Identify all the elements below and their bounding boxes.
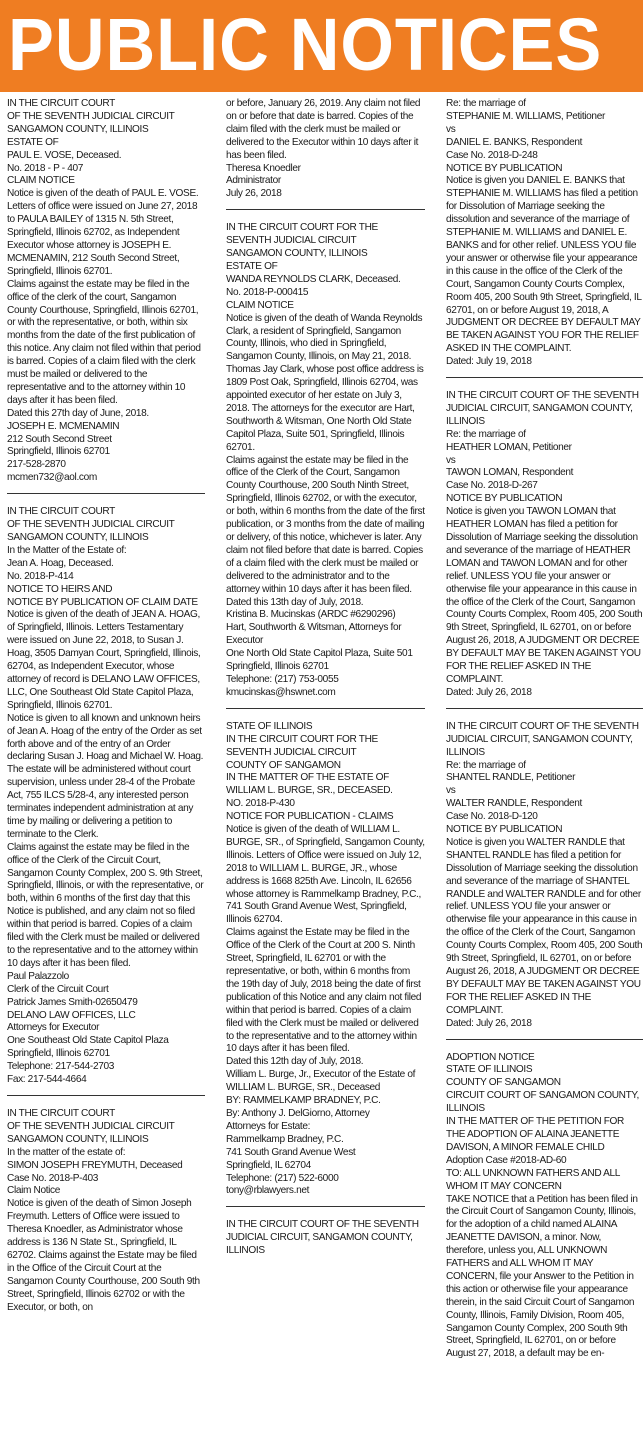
notice-text: STATE OF ILLINOIS IN THE CIRCUIT COURT FOR THE SEVENTH JUDICIAL CIRCUIT COUNTY OF SANGAMON IN THE MATTER OF THE ESTATE OF WILLIAM L. BURGE, SR., DECEASED. NO. 2018-P-430 NOTICE FOR PUBLICATION - CLAIMS Notice is given of the death of WILLIAM L. BURGE, SR., of Springfield, Sangamon County, Illinois. Letters of Office were issued on July 12, 2018 to WILLIAM L. BURGE, JR., whose address is 1668 825th Ave. Lincoln, IL 62656 whose attorney is Rammelkamp Bradney, P.C., 741 South Grand Avenue West, Springfield, Illinois 62704. Claims against the Estate may be filed in the Office of the Clerk of the Court at 200 S. Ninth Street, Springfield, IL 62701 or with the representative, or both, within 6 months from the 19th day of July, 2018 being the date of first publication of this Notice and any claim not filed within that period is barred. Copies of a claim filed with the Clerk must be mailed or delivered to the representative and to the attorney within 10 days after it has been filed. Dated this 12th day of July, 2018. William L. Burge, Jr., Executor of the Estate of WILLIAM L. BURGE, SR., Deceased BY: RAMMELKAMP BRADNEY, P.C. By: Anthony J. DelGiorno, Attorney Attorneys for Estate: Rammelkamp Bradney, P.C. 741 South Grand Avenue West Springfield, IL 62704 Telephone: (217) 522-6000 tony@rblawyers.net: [226, 720, 425, 1197]
notice-text: IN THE CIRCUIT COURT OF THE SEVENTH JUDICIAL CIRCUIT, SANGAMON COUNTY, ILLINOIS Re: the marriage of SHANTEL RANDLE, Petitioner vs WALTER RANDLE, Respondent Case No. 2018-D-120 NOTICE BY PUBLICATION Notice is given you WALTER RANDLE that SHANTEL RANDLE has filed a petition for Dissolution of Marriage seeking the dissolution and severance of the marriage of SHANTEL RANDLE and WALTER RANDLE and for other relief. UNLESS YOU file your answer or otherwise file your appearance in this cause in the office of the Clerk of the Court, Sangamon County Courts Complex, Room 405, 200 South 9th Street, Springfield, IL 62701, on or before August 26, 2018, A JUDGMENT OR DECREE BY DEFAULT MAY BE TAKEN AGAINST YOU FOR THE RELIEF ASKED IN THE COMPLAINT. Dated: July 26, 2018: [446, 720, 643, 1029]
column-3: [446, 98, 643, 1450]
notice-text: or before, January 26, 2019. Any claim not filed on or before that date is barred. Copies of the claim filed with the clerk must be mailed or delivered to the Executor within 10 days after it has been filed. Theresa Knoedler Administrator July 26, 2018: [226, 98, 421, 200]
notice-divider: [446, 708, 643, 709]
notice-text: IN THE CIRCUIT COURT OF THE SEVENTH JUDICIAL CIRCUIT, SANGAMON COUNTY, ILLINOIS Re: the marriage of HEATHER LOMAN, Petitioner vs TAWON LOMAN, Respondent Case No. 2018-D-267 NOTICE BY PUBLICATION Notice is given you TAWON LOMAN that HEATHER LOMAN has filed a petition for Dissolution of Marriage seeking the dissolution and severance of the marriage of HEATHER LOMAN and TAWON LOMAN and for other relief. UNLESS YOU file your answer or otherwise file your appearance in this cause in the office of the Clerk of the Court, Sangamon County Courts Complex, Room 405, 200 South 9th Street, Springfield, IL 62701, on or before August 26, 2018, A JUDGMENT OR DECREE BY DEFAULT MAY BE TAKEN AGAINST YOU FOR THE RELIEF ASKED IN THE COMPLAINT. Dated: July 26, 2018: [446, 390, 643, 698]
notice-divider: [446, 1039, 643, 1040]
notice-clark-claim: [226, 222, 425, 700]
notice-divider: [226, 708, 425, 709]
notice-text: IN THE CIRCUIT COURT OF THE SEVENTH JUDICIAL CIRCUIT SANGAMON COUNTY, ILLINOIS In the matter of the estate of: SIMON JOSEPH FREYMUTH, Deceased Case No. 2018-P-403 Claim Notice Notice is given of the death of Simon Joseph Freymuth. Letters of Office were issued to Theresa Knoedler, as Administrator whose address is 136 N State St., Springfield, IL 62702. Claims against the Estate may be filed in the Office of the Circuit Court at the Sangamon County Courthouse, 200 South 9th Street, Springfield, Illinois 62702 or with the Executor, or both, on: [7, 1107, 200, 1313]
notice-text: IN THE CIRCUIT COURT OF THE SEVENTH JUDICIAL CIRCUIT SANGAMON COUNTY, ILLINOIS ESTATE OF PAUL E. VOSE, Deceased. No. 2018 - P - 407 CLAIM NOTICE Notice is given of the death of PAUL E. VOSE. Letters of office were issued on June 27, 2018 to PAULA BAILEY of 1315 N. 5th Street, Springfield, Illinois 62702, as Independent Executor whose attorney is JOSEPH E. MCMENAMIN, 212 South Second Street, Springfield, Illinois 62701. Claims against the estate may be filed in the office of the clerk of the court, Sangamon County Courthouse, Springfield, Illinois 62701, or with the representative, or both, within six months from the date of the first publication of this notice. Any claim not filed within that period is barred. Copies of a claim filed with the clerk must be mailed or delivered to the representative and to the attorney within 10 days after it has been filed. Dated this 27th day of June, 2018. JOSEPH E. MCMENAMIN 212 South Second Street Springfield, Illinois 62701 217-528-2870 mcmen732@aol.com: [7, 98, 201, 484]
notice-davison-adoption: [446, 1052, 643, 1362]
notice-text: IN THE CIRCUIT COURT OF THE SEVENTH JUDICIAL CIRCUIT, SANGAMON COUNTY, ILLINOIS: [226, 1219, 422, 1257]
notice-vose-claim: [7, 98, 205, 485]
notice-divider: [7, 493, 205, 494]
notice-freymuth-continued: [226, 98, 425, 201]
notice-text: Re: the marriage of STEPHANIE M. WILLIAMS, Petitioner vs DANIEL E. BANKS, Respondent Case No. 2018-D-248 NOTICE BY PUBLICATION Notice is given you DANIEL E. BANKS that STEPHANIE M. WILLIAMS has filed a petition for Dissolution of Marriage seeking the dissolution and severance of the marriage of STEPHANIE M. WILLIAMS and DANIEL E. BANKS and for other relief. UNLESS YOU file your answer or otherwise file your appearance in this cause in the office of the Clerk of the Court, Sangamon County Courts Complex, Room 405, 200 South 9th Street, Springfield, IL 62701, on or before August 19, 2018, A JUDGMENT OR DECREE BY DEFAULT MAY BE TAKEN AGAINST YOU FOR THE RELIEF ASKED IN THE COMPLAINT. Dated: July 19, 2018: [446, 98, 642, 368]
page-title: PUBLIC NOTICES: [8, 3, 603, 86]
notice-divider: [7, 1095, 205, 1096]
notice-williams-banks: [446, 98, 643, 369]
notice-text: IN THE CIRCUIT COURT OF THE SEVENTH JUDICIAL CIRCUIT SANGAMON COUNTY, ILLINOIS In the Matter of the Estate of: Jean A. Hoag, Deceased. No. 2018-P-414 NOTICE TO HEIRS AND NOTICE BY PUBLICATION OF CLAIM DATE Notice is given of the death of JEAN A. HOAG, of Springfield, Illinois. Letters Testamentary were issued on June 22, 2018, to Susan J. Hoag, 3505 Damyan Court, Springfield, Illinois, 62704, as Independent Executor, whose attorney of record is DELANO LAW OFFICES, LLC, One Southeast Old State Capitol Plaza, Springfield, Illinois 62701. Notice is given to all known and unknown heirs of Jean A. Hoag of the entry of the Order as set forth above and of the entry of an Order declaring Susan J. Hoag and Michael W. Hoag. The estate will be administered without court supervision, unless under 28-4 of the Probate Act, 755 ILCS 5/28-4, any interested person terminates independent administration at any time by mailing or delivering a petition to terminate to the Clerk. Claims against the estate may be filed in the office of the Clerk of the Circuit Court, Sangamon County Complex, 200 S. 9th Street, Springfield, Illinois, or with the representative, or both, within 6 months of the first day that this Notice is published, and any claim not so filed within that period is barred. Copies of a claim filed with the Clerk must be mailed or delivered to the representative and to the attorney within 10 days after it has been filed. Paul Palazzolo Clerk of the Circuit Court Patrick James Smith-02650479 DELANO LAW OFFICES, LLC Attorneys for Executor One Southeast Old State Capitol Plaza Springfield, Illinois 62701 Telephone: 217-544-2703 Fax: 217-544-4664: [7, 506, 204, 1086]
notice-hoag-heirs: [7, 506, 205, 1087]
masthead-banner: [0, 0, 643, 92]
column-1: [7, 98, 205, 1450]
notice-divider: [446, 377, 643, 378]
notice-freymuth-claim: [7, 1108, 205, 1315]
column-2: [226, 98, 425, 1450]
notice-text: ADOPTION NOTICE STATE OF ILLINOIS COUNTY OF SANGAMON CIRCUIT COURT OF SANGAMON COUNTY, ILLINOIS IN THE MATTER OF THE PETITION FOR THE ADOPTION OF ALAINA JEANETTE DAVISON, A MINOR FEMALE CHILD Adoption Case #2018-AD-60 TO: ALL UNKNOWN FATHERS AND ALL WHOM IT MAY CONCERN TAKE NOTICE that a Petition has been filed in the Circuit Court of Sangamon County, Illinois, for the adoption of a child named ALAINA JEANETTE DAVISON, a minor. Now, therefore, unless you, ALL UNKNOWN FATHERS and ALL WHOM IT MAY CONCERN, file your Answer to the Petition in this action or otherwise file your appearance therein, in the said Circuit Court of Sangamon County, Illinois, Family Division, Room 405, Sangamon County Complex, 200 South 9th Street, Springfield, IL 62701, on or before August 27, 2018, a default may be en-: [446, 1051, 639, 1360]
notice-divider: [226, 1206, 425, 1207]
notice-randle: [446, 721, 643, 1031]
notice-loman: [446, 390, 643, 700]
notice-burge-claims: [226, 721, 425, 1199]
notice-text: IN THE CIRCUIT COURT FOR THE SEVENTH JUDICIAL CIRCUIT SANGAMON COUNTY, ILLINOIS ESTATE OF WANDA REYNOLDS CLARK, Deceased. No. 2018-P-000415 CLAIM NOTICE Notice is given of the death of Wanda Reynolds Clark, a resident of Springfield, Sangamon County, Illinois, who died in Springfield, Sangamon County, Illinois, on May 21, 2018. Thomas Jay Clark, whose post office address is 1809 Post Oak, Springfield, Illinois 62704, was appointed executor of her estate on July 3, 2018. The attorneys for the executor are Hart, Southworth & Witsman, One North Old State Capitol Plaza, Suite 501, Springfield, Illinois 62701. Claims against the estate may be filed in the office of the Clerk of the Court, Sangamon County Courthouse, 200 South Ninth Street, Springfield, Illinois 62702, or with the executor, or both, within 6 months from the date of the first publication, or 3 months from the date of mailing or delivery, of this notice, whichever is later. Any claim not filed before that date is barred. Copies of a claim filed with the clerk must be mailed or delivered to the administrator and to the attorney within 10 days after it has been filed. Dated this 13th day of July, 2018. Kristina B. Mucinskas (ARDC #6290296) Hart, Southworth & Witsman, Attorneys for Executor One North Old State Capitol Plaza, Suite 501 Springfield, Illinois 62701 Telephone: (217) 753-0055 kmucinskas@hswnet.com: [226, 222, 425, 698]
notice-williams-header: [226, 1219, 425, 1258]
notice-divider: [226, 209, 425, 210]
